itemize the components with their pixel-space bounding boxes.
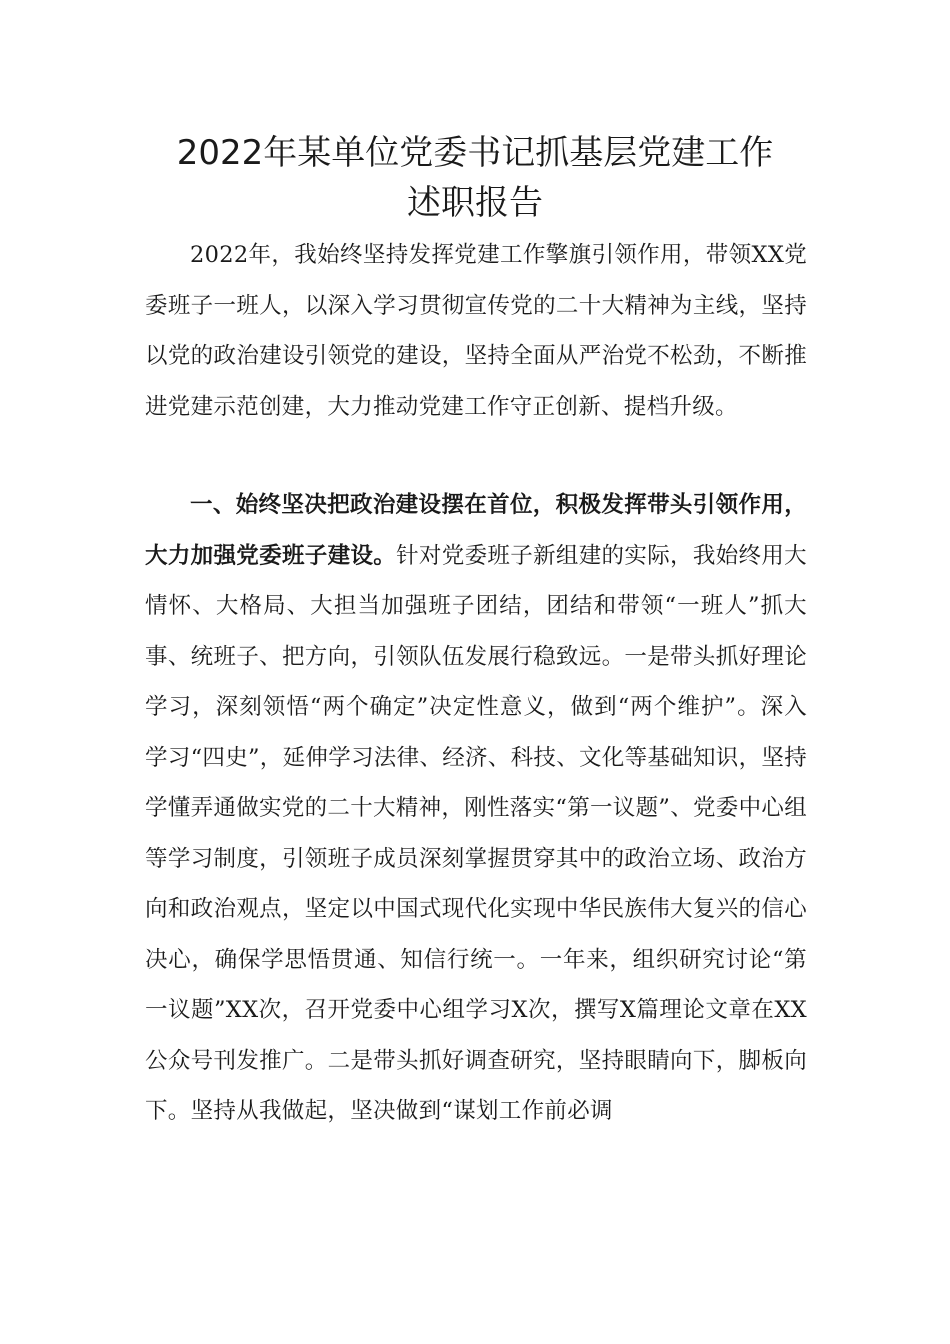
- document-title-line2: 述职报告: [407, 183, 543, 223]
- section1-paragraph: [145, 480, 807, 1137]
- section1-heading: 一、始终坚决把政治建设摆在首位，积极发挥带头引领作用，大力加强党委班子建设。: [145, 492, 807, 569]
- intro-paragraph: 2022年，我始终坚持发挥党建工作擎旗引领作用，带领XX党委班子一班人，以深入学习贯彻宣传党的二十大精神为主线，坚持以党的政治建设引领党的建设，坚持全面从严治党不松劲，不断推进党建示范创建，大力推动党建工作守正创新、提档升级。: [145, 242, 807, 420]
- document-title-line1: 2022年某单位党委书记抓基层党建工作: [176, 133, 774, 173]
- section1-body: 针对党委班子新组建的实际，我始终用大情怀、大格局、大担当加强班子团结，团结和带领“一班人”抓大事、统班子、把方向，引领队伍发展行稳致远。一是带头抓好理论学习，深刻领悟“两个确定”决定性意义，做到“两个维护”。深入学习“四史”，延伸学习法律、经济、科技、文化等基础知识，坚持学懂弄通做实党的二十大精神，刚性落实“第一议题”、党委中心组等学习制度，引领班子成员深刻掌握贯穿其中的政治立场、政治方向和政治观点，坚定以中国式现代化实现中华民族伟大复兴的信心决心，确保学思悟贯通、知信行统一。一年来，组织研究讨论“第一议题”XX次，召开党委中心组学习X次，撰写X篇理论文章在XX公众号刊发推广。二是带头抓好调查研究，坚持眼睛向下，脚板向下。坚持从我做起，坚决做到“谋划工作前必调: [145, 542, 808, 1124]
